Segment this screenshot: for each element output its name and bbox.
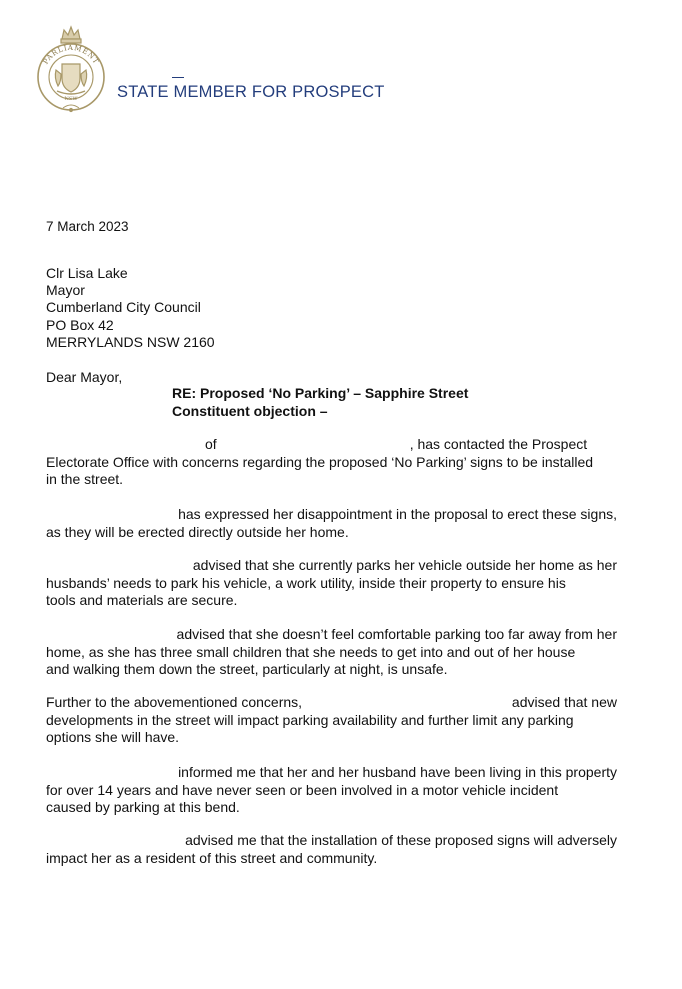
parliament-crest-logo: [30, 22, 112, 114]
subject-line-2: Constituent objection –: [172, 402, 328, 419]
p2-line1: has expressed her disappointment in the proposal to erect these signs,: [178, 506, 617, 522]
paragraph-7: [46, 832, 617, 867]
p2-line2: as they will be erected directly outside her home.: [46, 523, 349, 540]
letterhead-accent-line: [172, 77, 184, 78]
recipient-address: [46, 265, 215, 351]
recipient-locality: MERRYLANDS NSW 2160: [46, 333, 215, 350]
p1-line3: in the street.: [46, 471, 124, 487]
p7-line2: impact her as a resident of this street and community.: [46, 849, 378, 866]
salutation: Dear Mayor,: [46, 369, 123, 385]
p4-line3: and walking them down the street, particularly at night, is unsafe.: [46, 661, 448, 677]
p6-line1: informed me that her and her husband have been living in this property: [178, 764, 617, 780]
p3-line2: husbands’ needs to park his vehicle, a work utility, inside their property to ensure his: [46, 574, 566, 591]
p6-line3: caused by parking at this bend.: [46, 799, 240, 815]
subject-line-1: RE: Proposed ‘No Parking’ – Sapphire Street: [172, 385, 469, 401]
paragraph-3: [46, 557, 617, 610]
p5-line1-b: advised that new: [511, 694, 617, 710]
paragraph-2: [46, 506, 617, 541]
paragraph-6: [46, 764, 617, 817]
paragraph-4: [46, 626, 617, 679]
p5-line3: options she will have.: [46, 729, 180, 745]
recipient-name: Clr Lisa Lake: [46, 265, 128, 281]
p6-line2: for over 14 years and have never seen or been involved in a motor vehicle incident: [46, 781, 559, 798]
p5-line2: developments in the street will impact parking availability and further limit any parking: [46, 711, 574, 728]
p3-line1: advised that she currently parks her vehicle outside her home as her: [192, 557, 617, 573]
p1-line1-b-text: , has contacted the Prospect: [409, 436, 588, 452]
p1-line1-a: of: [205, 436, 217, 452]
letterhead-title: STATE MEMBER FOR PROSPECT: [117, 83, 385, 101]
p4-line2: home, as she has three small children that she needs to get into and out of her house: [46, 643, 576, 660]
paragraph-1: [46, 436, 617, 489]
p5-line1-a: Further to the abovementioned concerns,: [46, 694, 303, 710]
p1-line1-b: [410, 436, 617, 454]
paragraph-5: [46, 694, 617, 747]
recipient-position: Mayor: [46, 282, 85, 299]
recipient-po-box: PO Box 42: [46, 316, 114, 333]
crest-text: PARLIAMENT: [40, 42, 102, 66]
p4-line1: advised that she doesn’t feel comfortable parking too far away from her: [176, 626, 617, 642]
p3-line3: tools and materials are secure.: [46, 592, 238, 608]
recipient-organisation: Cumberland City Council: [46, 299, 201, 316]
p7-line1: advised me that the installation of these proposed signs will adversely: [185, 832, 617, 848]
p1-line2: Electorate Office with concerns regarding the proposed ‘No Parking’ signs to be installed: [46, 453, 594, 470]
crest-subtext: NSW: [64, 96, 78, 102]
letter-date: 7 March 2023: [46, 219, 129, 234]
subject-heading: [172, 385, 468, 420]
